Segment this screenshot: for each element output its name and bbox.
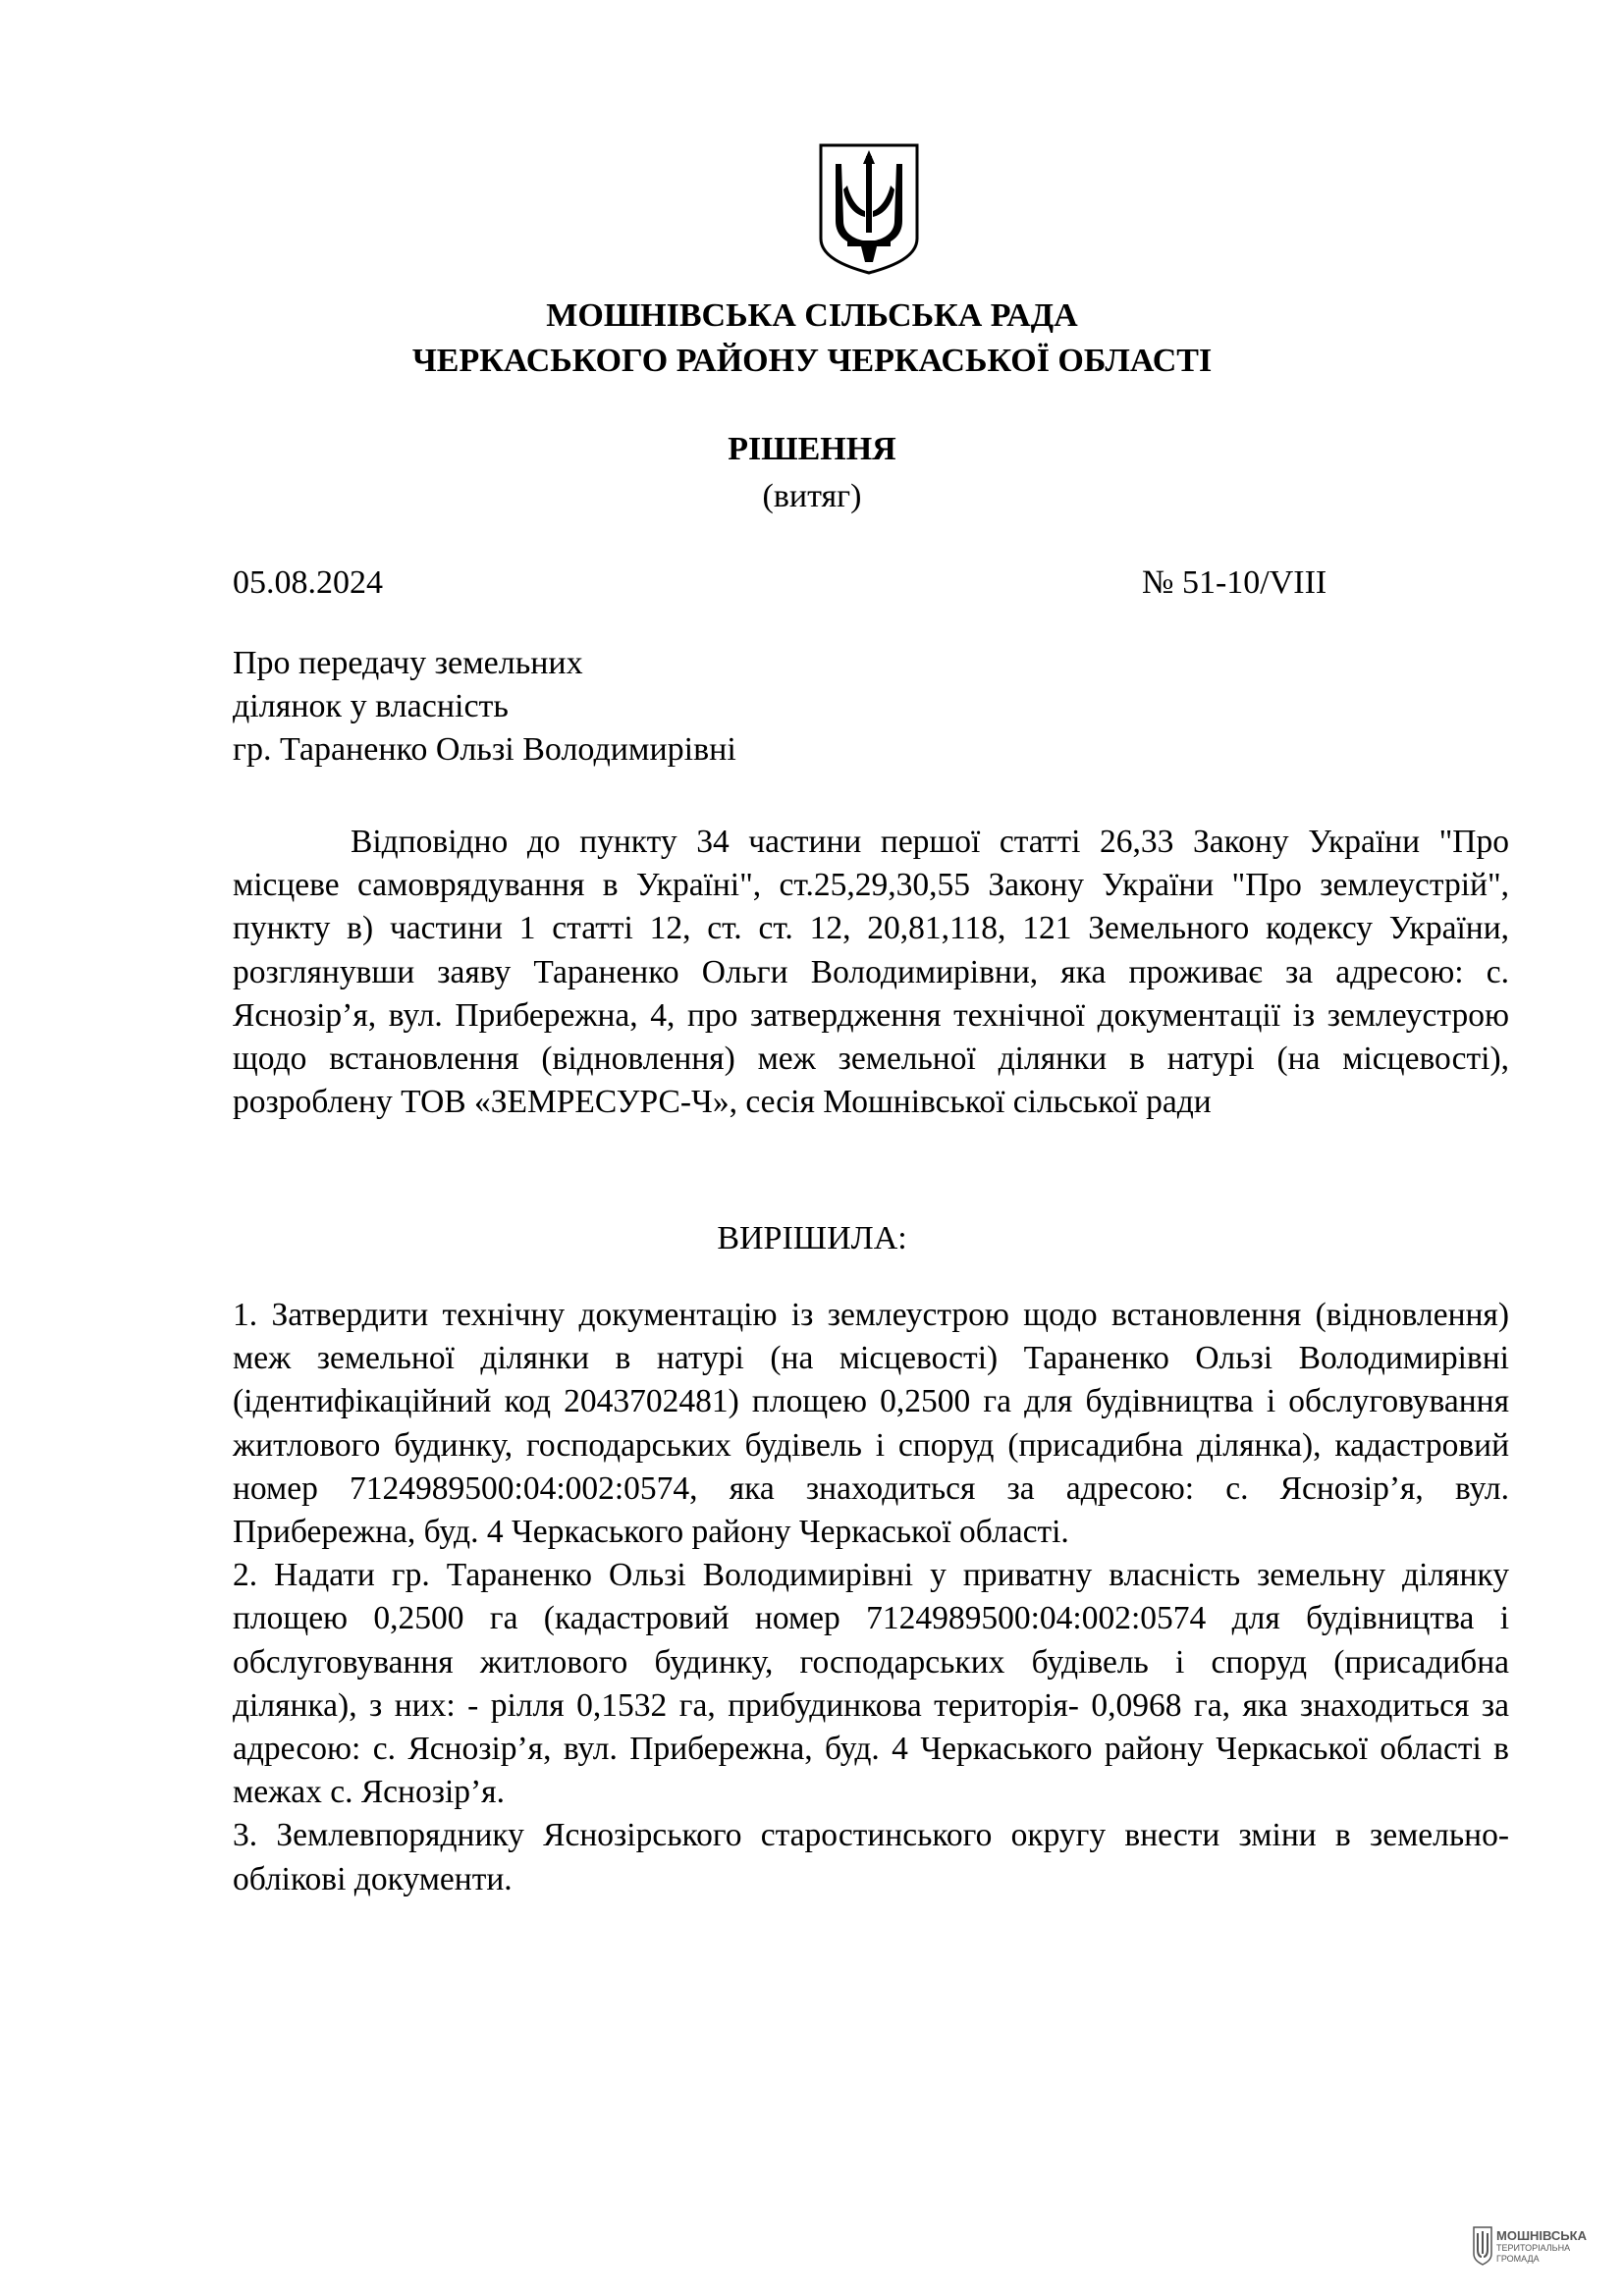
trident-logo-icon: [1473, 2226, 1492, 2266]
logo-text-line3: ГРОМАДА: [1496, 2254, 1540, 2264]
resolution-point-2: 2. Надати гр. Тараненко Ользі Володимирівні у приватну власність земельну ділянку площею 0,2500 га (кадастровий номер 7124989500:04:002:0574 для будівництва і обслуговування житлового будинку, господарських будівель і споруд (присадибна ділянка), з них: - рілля 0,1532 га, прибудинкова територія- 0,0968 га, яка знаходиться за адресою: с. Яснозір’я, вул. Прибережна, буд. 4 Черкаського району Черкаської області в межах с. Яснозір’я.: [233, 1557, 1509, 1811]
coat-of-arms-icon: [818, 142, 920, 276]
subject-line-2: ділянок у власність: [233, 688, 509, 724]
document-subtype: (витяг): [762, 478, 862, 514]
resolution-heading: ВИРІШИЛА:: [717, 1220, 907, 1256]
community-logo: [1473, 2226, 1591, 2275]
resolution-point-3: 3. Землевпоряднику Яснозірського старостинського округу внести зміни в земельно-облікові документи.: [233, 1817, 1509, 1897]
document-type-title: РІШЕННЯ: [728, 431, 896, 467]
decision-number: № 51-10/VIII: [1142, 564, 1327, 601]
logo-text-line1: МОШНІВСЬКА: [1496, 2228, 1587, 2243]
resolution-points: [233, 1294, 1509, 1901]
subject-line-3: гр. Тараненко Ользі Володимирівні: [233, 731, 736, 768]
council-name-line2: ЧЕРКАСЬКОГО РАЙОНУ ЧЕРКАСЬКОЇ ОБЛАСТІ: [411, 343, 1213, 379]
resolution-point-1: 1. Затвердити технічну документацію із землеустрою щодо встановлення (відновлення) меж земельної ділянки в натурі (на місцевості) Тараненко Ользі Володимирівні (ідентифікаційний код 2043702481) площею 0,2500 га для будівництва і обслуговування житлового будинку, господарських будівель і споруд (присадибна ділянка), кадастровий номер 7124989500:04:002:0574, яка знаходиться за адресою: с. Яснозір’я, вул. Прибережна, буд. 4 Черкаського району Черкаської області.: [233, 1297, 1509, 1551]
logo-text-line2: ТЕРИТОРІАЛЬНА: [1496, 2243, 1571, 2253]
preamble-paragraph: Відповідно до пункту 34 частини першої статті 26,33 Закону України "Про місцеве самоврядування в Україні", ст.25,29,30,55 Закону України "Про землеустрій", пункту в) частини 1 статті 12, ст. ст. 12, 20,81,118, 121 Земельного кодексу України, розглянувши заяву Тараненко Ольги Володимирівни, яка проживає за адресою: с. Яснозір’я, вул. Прибережна, 4, про затвердження технічної документації із землеустрою щодо встановлення (відновлення) меж земельної ділянки в натурі (на місцевості), розроблену ТОВ «ЗЕМРЕСУРС-Ч», сесія Мошнівської сільської ради: [233, 824, 1509, 1121]
decision-subject: [233, 642, 736, 772]
decision-date: 05.08.2024: [233, 564, 383, 601]
subject-line-1: Про передачу земельних: [233, 645, 583, 681]
council-name-line1: МОШНІВСЬКА СІЛЬСЬКА РАДА: [546, 297, 1078, 334]
